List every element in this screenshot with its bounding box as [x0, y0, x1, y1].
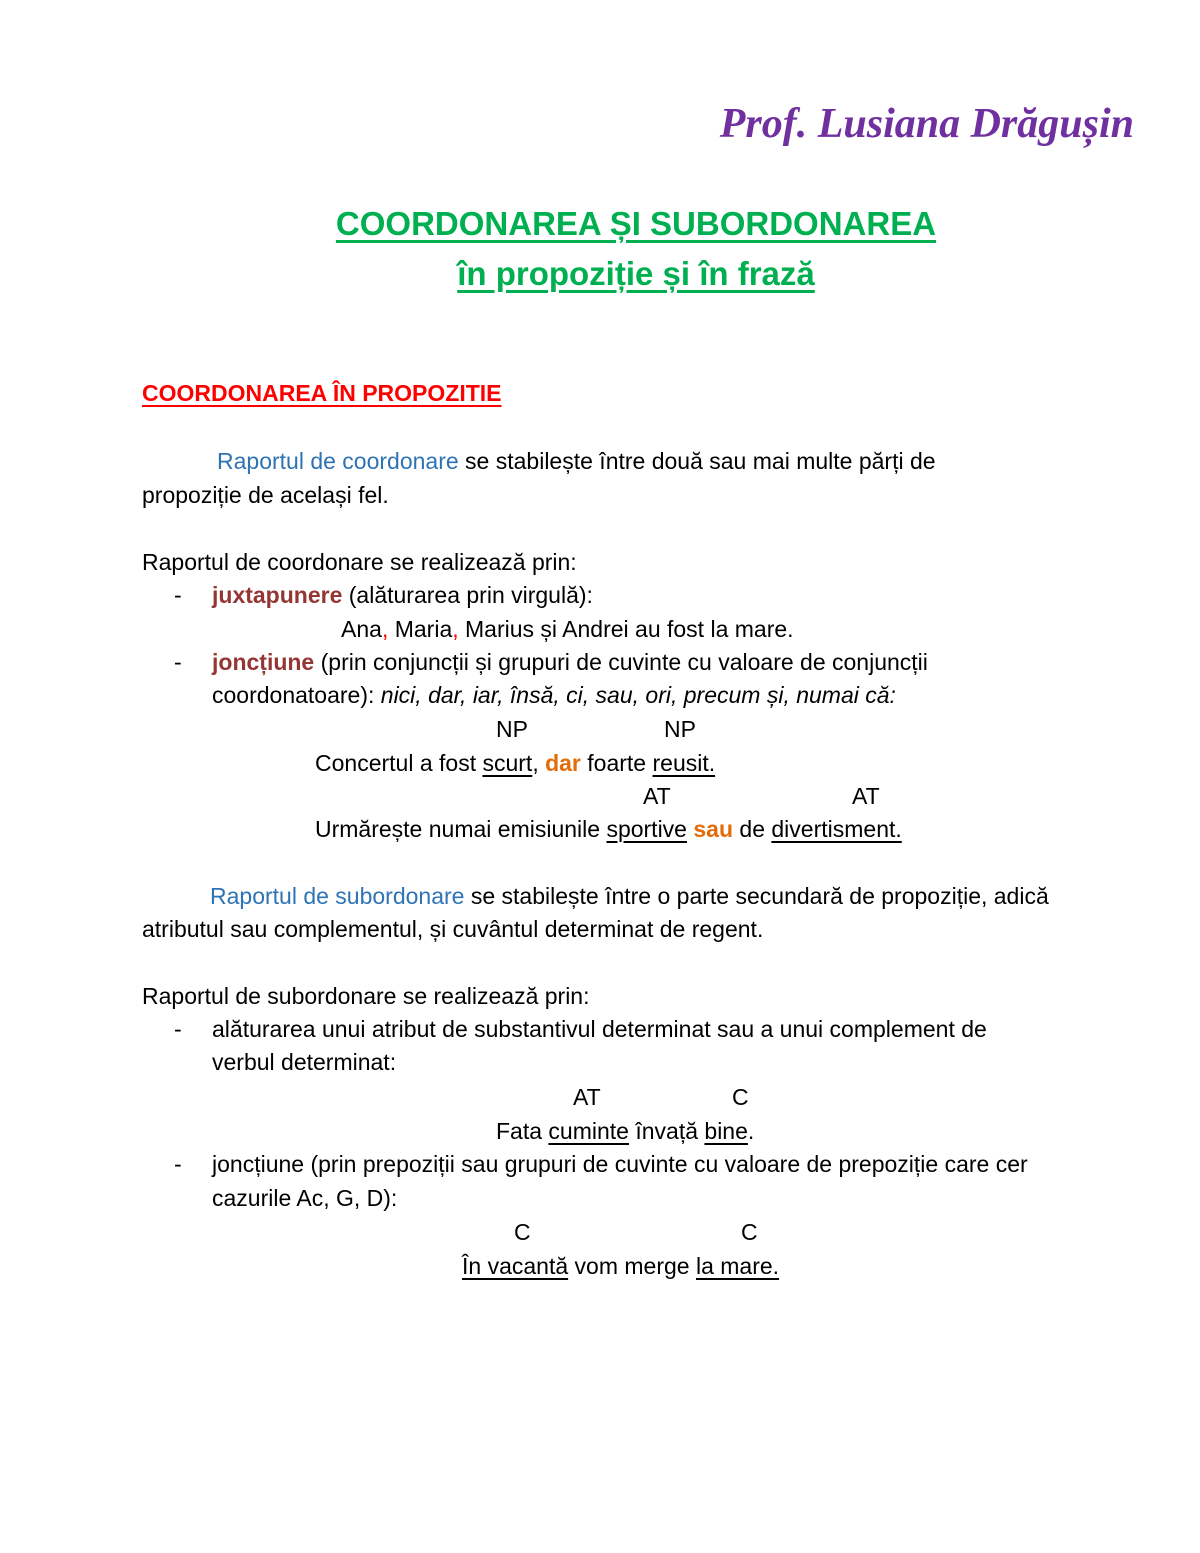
list-item-jonctiune: joncțiune (prin conjuncții și grupuri de cuvinte cu valoare de conjuncții — [212, 649, 928, 675]
term-juxtapunere: juxtapunere — [212, 582, 343, 608]
example-concertul: Concertul a fost scurt, dar foarte reusit. — [315, 750, 716, 776]
section-heading-coordination: COORDONAREA ÎN PROPOZITIE — [142, 380, 502, 406]
analysis-label: AT — [643, 783, 671, 809]
coordination-intro-line2: propoziție de același fel. — [142, 482, 389, 508]
list-item-juxtapunere: juxtapunere (alăturarea prin virgulă): — [212, 582, 593, 608]
list-dash: - — [174, 1016, 182, 1042]
list-dash: - — [174, 582, 182, 608]
analysis-label: C — [741, 1219, 758, 1245]
term-jonctiune: joncțiune — [212, 649, 315, 675]
analysis-label: C — [514, 1219, 531, 1245]
coordination-intro: Raportul de coordonare se stabilește între două sau mai multe părți de — [217, 448, 936, 474]
list-dash: - — [174, 1151, 182, 1177]
analysis-label: NP — [496, 716, 528, 742]
analysis-label: AT — [852, 783, 880, 809]
example-vacanta: În vacantă vom merge la mare. — [462, 1253, 780, 1279]
list-item-jonctiune-prepozitii: joncțiune (prin prepoziții sau grupuri de cuvinte cu valoare de prepoziție care cer — [212, 1151, 1028, 1177]
page-subtitle: în propoziție și în frază — [457, 255, 815, 292]
list-dash: - — [174, 649, 182, 675]
example-urmareste: Urmărește numai emisiunile sportive sau de divertisment. — [315, 816, 902, 842]
list-item-jonctiune-line2: coordonatoare): nici, dar, iar, însă, ci, sau, ori, precum și, numai că: — [212, 682, 896, 708]
example-juxtapunere: Ana, Maria, Marius și Andrei au fost la mare. — [341, 616, 794, 642]
list-item-alaturare-line2: verbul determinat: — [212, 1049, 397, 1075]
term-subordination: Raportul de subordonare — [210, 883, 465, 909]
analysis-label: AT — [573, 1084, 601, 1110]
subordination-realized-by: Raportul de subordonare se realizează prin: — [142, 983, 590, 1009]
page-title: COORDONAREA ȘI SUBORDONAREA — [335, 205, 937, 242]
list-item-alaturare: alăturarea unui atribut de substantivul determinat sau a unui complement de — [212, 1016, 987, 1042]
subordination-intro-line2: atributul sau complementul, și cuvântul determinat de regent. — [142, 916, 764, 942]
list-item-jonctiune-prepozitii-line2: cazurile Ac, G, D): — [212, 1185, 398, 1211]
author-name: Prof. Lusiana Drăgușin — [719, 101, 1134, 147]
example-fata: Fata cuminte învață bine. — [496, 1118, 755, 1144]
subordination-intro: Raportul de subordonare se stabilește între o parte secundară de propoziție, adică — [210, 883, 1049, 909]
term-coordination: Raportul de coordonare — [217, 448, 459, 474]
analysis-label: C — [732, 1084, 749, 1110]
coordination-realized-by: Raportul de coordonare se realizează prin: — [142, 549, 577, 575]
analysis-label: NP — [664, 716, 696, 742]
